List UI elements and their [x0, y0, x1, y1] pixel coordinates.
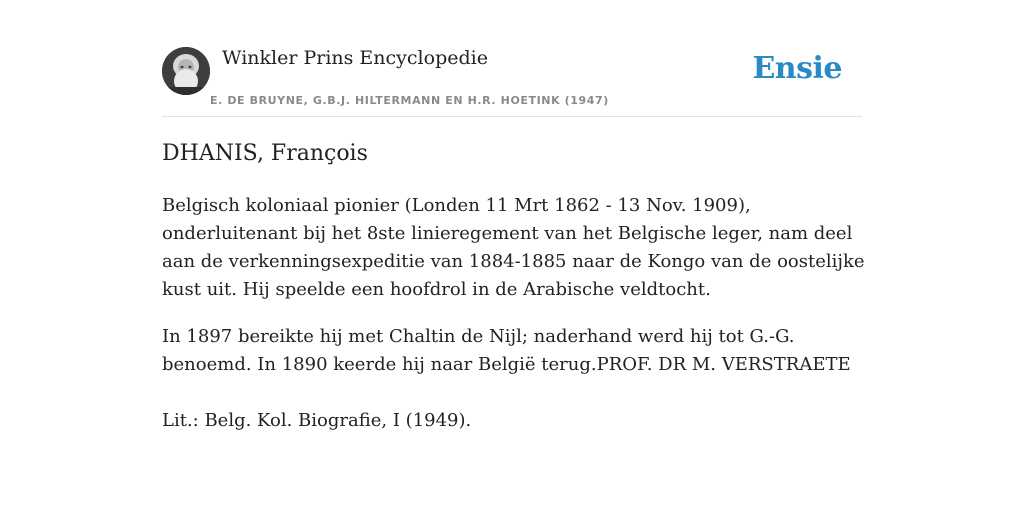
author-portrait-avatar[interactable]: [162, 47, 210, 95]
ensie-logo[interactable]: Ensie: [752, 51, 842, 86]
authors-credit: E. DE BRUYNE, G.B.J. HILTERMANN EN H.R. HOETINK (1947): [210, 94, 609, 107]
literature-reference: Lit.: Belg. Kol. Biografie, I (1949).: [162, 410, 472, 431]
site-title[interactable]: Winkler Prins Encyclopedie: [222, 47, 488, 69]
article-title: DHANIS, François: [162, 141, 368, 166]
page-container: [162, 0, 865, 512]
article-paragraph: Belgisch koloniaal pionier (Londen 11 Mrt 1862 - 13 Nov. 1909), onderluitenant bij het 8ste linieregement van het Belgische leger, nam deel aan de verkenningsexpeditie van 1884-1885 naar de Kongo van de oostelijke kust uit. Hij speelde een hoofdrol in de Arabische veldtocht.: [162, 195, 865, 300]
article-paragraph: In 1897 bereikte hij met Chaltin de Nijl; naderhand werd hij tot G.-G. benoemd. In 1890 keerde hij naar België terug.PROF. DR M. VERSTRAETE: [162, 326, 851, 375]
portrait-icon: [162, 47, 210, 95]
header: [162, 0, 862, 117]
